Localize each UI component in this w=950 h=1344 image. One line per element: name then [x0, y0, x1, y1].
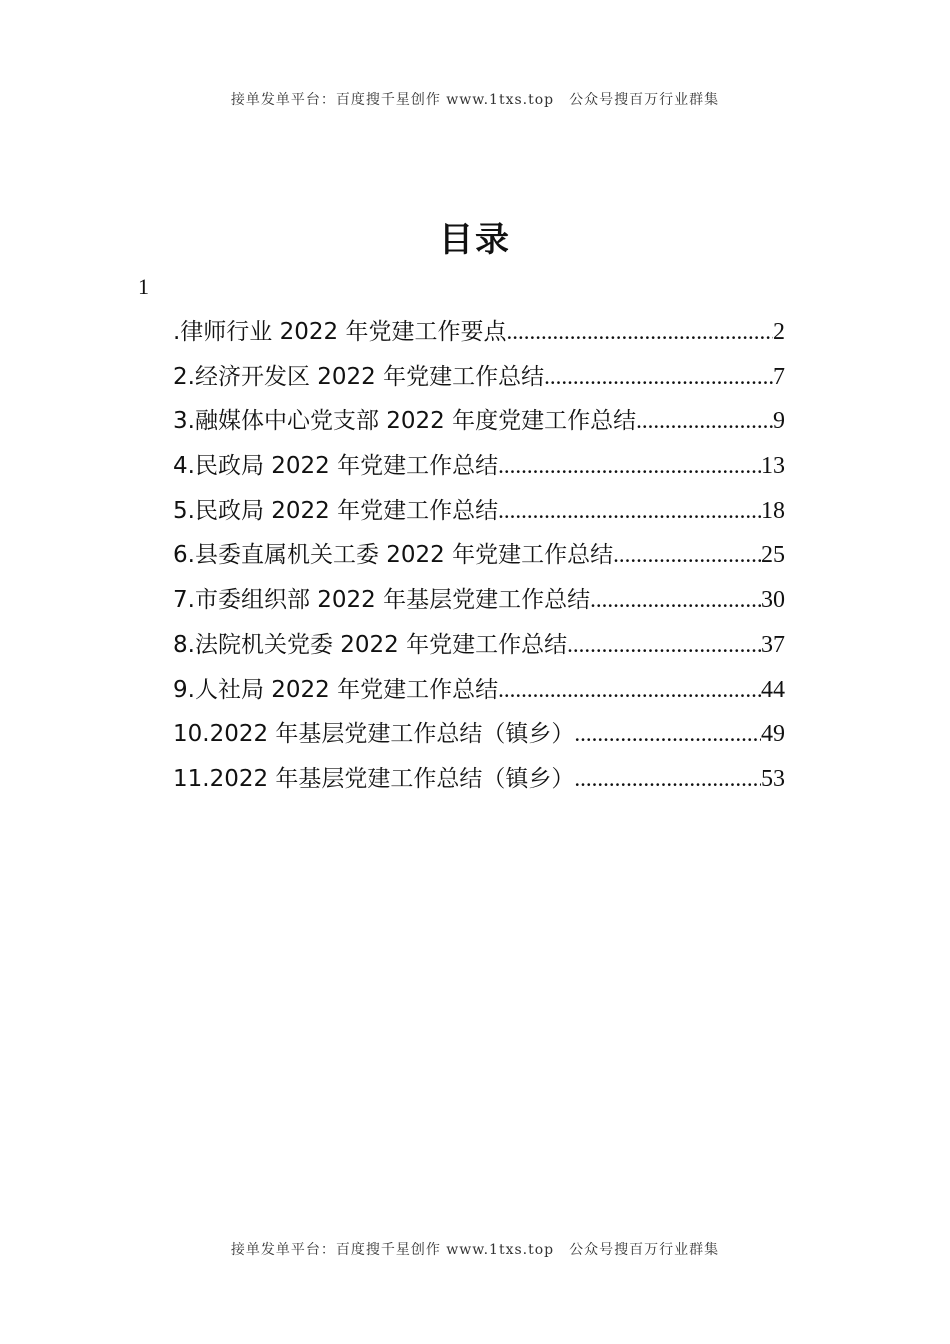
table-of-contents — [173, 313, 785, 805]
toc-title: 目录 — [439, 220, 511, 260]
toc-entry-title: 5.民政局 2022 年党建工作总结 — [173, 497, 499, 524]
toc-entry-4[interactable] — [173, 447, 785, 492]
toc-entry-page: 44 — [761, 676, 785, 703]
toc-entry-6[interactable] — [173, 536, 785, 581]
toc-entry-title: 10.2022 年基层党建工作总结（镇乡） — [173, 721, 575, 748]
toc-entry-page: 49 — [761, 721, 785, 748]
toc-entry-1[interactable] — [173, 313, 785, 358]
toc-dot-leader — [574, 766, 761, 792]
toc-marker: 1 — [138, 274, 149, 299]
toc-dot-leader — [544, 364, 773, 390]
toc-entry-8[interactable] — [173, 626, 785, 671]
toc-dot-leader — [498, 453, 761, 479]
toc-entry-title: 2.经济开发区 2022 年党建工作总结 — [173, 363, 545, 390]
toc-entry-3[interactable] — [173, 402, 785, 447]
toc-dot-leader — [590, 587, 761, 613]
toc-dot-leader — [613, 542, 761, 568]
toc-entry-title: 6.县委直属机关工委 2022 年党建工作总结 — [173, 542, 614, 569]
toc-entry-5[interactable] — [173, 492, 785, 537]
page-header: 接单发单平台：百度搜千星创作 www.1txs.top 公众号搜百万行业群集 — [230, 92, 720, 108]
toc-entry-page: 2 — [773, 319, 785, 345]
toc-dot-leader — [567, 632, 761, 658]
toc-entry-7[interactable] — [173, 581, 785, 626]
toc-entry-title: 9.人社局 2022 年党建工作总结 — [173, 676, 499, 703]
toc-entry-page: 37 — [761, 631, 785, 658]
toc-entry-page: 53 — [761, 765, 785, 792]
toc-dot-leader — [506, 319, 773, 345]
page-footer: 接单发单平台：百度搜千星创作 www.1txs.top 公众号搜百万行业群集 — [230, 1242, 720, 1258]
toc-entry-11[interactable] — [173, 760, 785, 805]
toc-entry-page: 25 — [761, 542, 785, 569]
toc-entry-page: 30 — [761, 587, 785, 614]
toc-entry-title: 7.市委组织部 2022 年基层党建工作总结 — [173, 587, 591, 614]
toc-entry-10[interactable] — [173, 715, 785, 760]
toc-dot-leader — [636, 408, 773, 434]
toc-entry-title: 4.民政局 2022 年党建工作总结 — [173, 453, 499, 480]
toc-entry-page: 7 — [773, 363, 785, 390]
toc-entry-page: 9 — [773, 408, 785, 435]
toc-entry-title: 3.融媒体中心党支部 2022 年度党建工作总结 — [173, 408, 637, 435]
toc-dot-leader — [498, 677, 761, 703]
toc-entry-title: 11.2022 年基层党建工作总结（镇乡） — [173, 765, 575, 792]
toc-dot-leader — [498, 498, 761, 524]
toc-entry-page: 13 — [761, 453, 785, 480]
toc-entry-9[interactable] — [173, 671, 785, 716]
toc-entry-title: 8.法院机关党委 2022 年党建工作总结 — [173, 631, 568, 658]
toc-entry-page: 18 — [761, 497, 785, 524]
toc-entry-2[interactable] — [173, 358, 785, 403]
toc-entry-title: .律师行业 2022 年党建工作要点 — [173, 319, 507, 345]
toc-dot-leader — [574, 721, 761, 747]
